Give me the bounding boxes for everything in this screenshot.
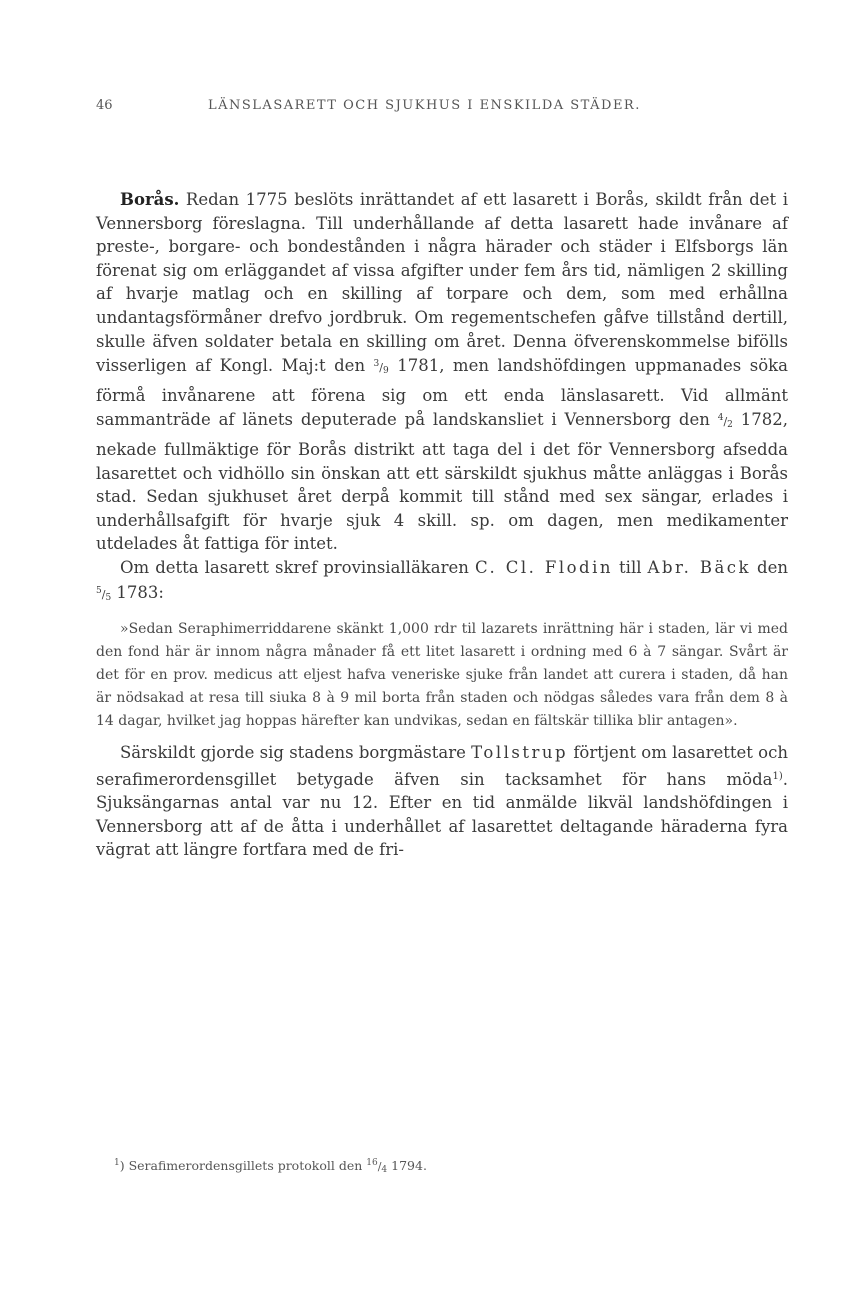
footnote-year: 1794. (387, 1158, 427, 1174)
person-name: Abr. Bäck (647, 557, 752, 577)
section-lead-boras: Borås. (120, 190, 180, 209)
date-fraction: $^{16}/_4$ (366, 1158, 388, 1176)
paragraph-flodin (96, 556, 788, 610)
page-number: 46 (96, 98, 113, 113)
paragraph-tollstrup (96, 741, 788, 862)
date-fraction: $^4/_2$ (717, 413, 733, 431)
running-title: LÄNSLASARETT OCH SJUKHUS I ENSKILDA STÄDER. (208, 98, 641, 113)
block-quote: »Sedan Seraphimerriddarene skänkt 1,000 rdr til lazarets inrättning här i staden, lär vi med den fond här är innom några månader få ett litet lasarett i ordning med 6 à 7 sängar. Svårt är det för en prov. medicus att eljest hafva veneriske sjuke från landet att curera i staden, då han är nödsakad at resa till siuka 8 à 9 mil borta från staden och nödgas således vara från dem 8 à 14 dagar, hvilket jag hoppas härefter kan undvikas, sedan en fältskär tillika blir antagen». (96, 621, 788, 730)
date-fraction: $^5/_5$ (96, 585, 112, 603)
person-name: Tollstrup (471, 743, 569, 763)
paragraph-text: 1782, nekade fullmäktige för Borås distrikt att taga del i det för Vennersborg afsedda lasarettet och vidhöllo sin önskan att ett särskildt sjukhus måtte anläggas i Borås stad. Sedan sjukhuset året derpå kommit till stånd med sex sängar, erlades i underhållsafgift för hvarje sjuk 4 skill. sp. om dagen, men medikamenter utdelades åt fattiga för intet. (96, 410, 788, 554)
paragraph-text: 1783: (111, 582, 164, 602)
body-text (96, 188, 788, 862)
paragraph-text: förtjent om lasarettet och serafimerordensgillet betygade äfven sin tacksamhet för hans möda (96, 743, 788, 789)
paragraph-text: till (613, 557, 648, 577)
paragraph-text: . Sjuksängarnas antal var nu 12. Efter en tid anmälde likväl landshöfdingen i Vennersborg att af de åtta i underhållet af lasarettet deltagande häraderna fyra vägrat att längre fortfara med de fri- (96, 769, 788, 860)
footnote-marker: 1 (114, 1158, 120, 1168)
paragraph-text: Om detta lasarett skref provinsialläkaren (120, 557, 475, 577)
paragraph-text: Särskildt gjorde sig stadens borgmästare (120, 743, 472, 763)
footnote-text: ) Serafimerordensgillets protokoll den (119, 1158, 367, 1174)
paragraph-text: 1781, men landshöfdingen uppmanades söka förmå invånarene att förena sig om ett enda länslasarett. Vid allmänt sammanträde af länets deputerade på landskansliet i Vennersborg den (96, 356, 788, 430)
footnote (114, 1158, 794, 1175)
date-fraction: $^3/_9$ (373, 359, 389, 377)
paragraph-text: Redan 1775 beslöts inrättandet af ett lasarett i Borås, skildt från det i Vennersborg föreslagna. Till underhållande af detta lasarett hade invånare af preste-, borgare- och bondestånden i några härader och städer i Elfsborgs län förenat sig om erläggandet af vissa afgifter under fem års tid, nämligen 2 skilling af hvarje matlag och en skilling af torpare och dem, som med erhållna undantagsförmåner drefvo jordbruk. Om regementschefen gåfve tillstånd dertill, skulle äfven soldater betala en skilling om året. Denna öfverenskommelse bifölls visserligen af Kongl. Maj:t den (96, 190, 788, 376)
paragraph-boras (96, 188, 788, 556)
footnote-reference[interactable]: 1) (772, 770, 783, 782)
paragraph-text: den (751, 557, 789, 577)
person-name: C. Cl. Flodin (474, 557, 614, 577)
